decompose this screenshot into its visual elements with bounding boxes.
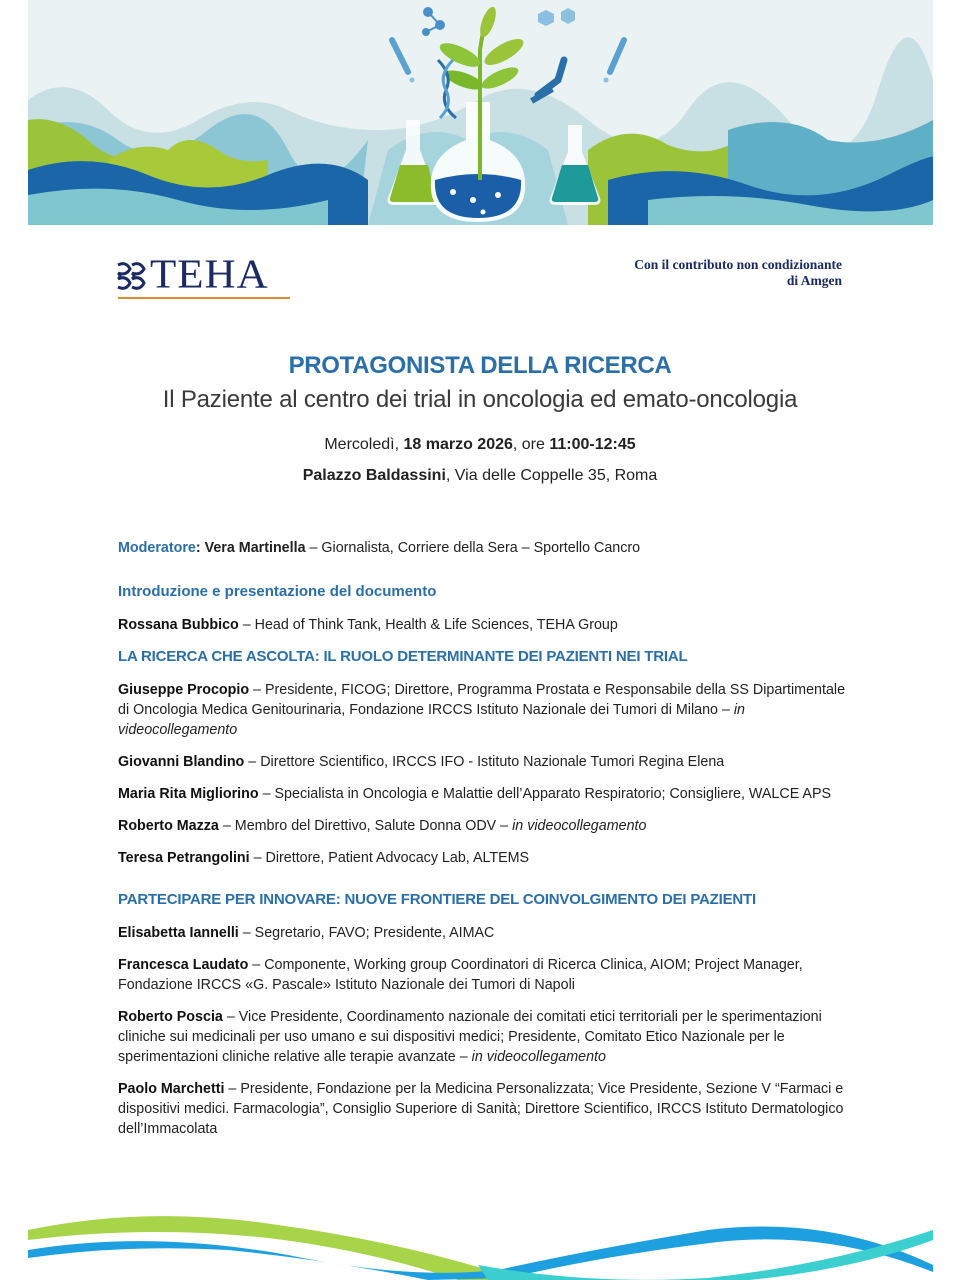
- speaker-name: Roberto Poscia: [118, 1009, 223, 1025]
- speaker-role: – Presidente, Fondazione per la Medicina Personalizzata; Vice Presidente, Sezione V “Farmaci e dispositivi medici. Farmacologia”, Consiglio Superiore di Sanità; Direttore Scientifico, IRCCS Istituto Dermatologico dell’Immacolata: [118, 1081, 844, 1137]
- speaker-item: [118, 955, 848, 995]
- speaker-name: Roberto Mazza: [118, 818, 219, 834]
- speaker-item: [118, 923, 848, 943]
- teha-logo-text: TEHA: [150, 252, 269, 297]
- speaker-name: Teresa Petrangolini: [118, 850, 250, 866]
- moderator-line: [118, 538, 848, 558]
- sponsor-line-2: di Amgen: [786, 273, 842, 288]
- venue-address: , Via delle Coppelle 35, Roma: [445, 467, 658, 484]
- moderator-name: Vera Martinella: [200, 540, 306, 556]
- moderator-colon: :: [195, 540, 201, 556]
- speaker-name: Giovanni Blandino: [118, 754, 245, 770]
- speaker-name: Elisabetta Iannelli: [118, 925, 239, 941]
- speaker-item: [118, 680, 848, 740]
- speaker-item: [118, 1007, 848, 1067]
- speaker-role: – Membro del Direttivo, Salute Donna ODV –: [218, 818, 513, 834]
- speaker-role: – Direttore, Patient Advocacy Lab, ALTEMS: [249, 850, 530, 866]
- teha-logo-mark-icon: [116, 261, 150, 291]
- speaker-item: [118, 752, 848, 772]
- speaker-item: [118, 816, 848, 836]
- speaker-remote-note: in videocollegamento: [471, 1049, 606, 1065]
- speaker-role: – Vice Presidente, Coordinamento nazionale dei comitati etici territoriali per le sperimentazioni cliniche sui medicinali per uso umano e sui dispositivi medici; Presidente, Comitato Etico Nazionale per le sperimentazioni cliniche relative alle terapie avanzate –: [118, 1009, 822, 1065]
- speaker-role: – Presidente, FICOG; Direttore, Programma Prostata e Responsabile della SS Dipartimentale di Oncologia Medica Genitourinaria, Fondazione IRCCS Istituto Nazionale dei Tumori di Milano –: [118, 682, 846, 718]
- section-title-ricerca: LA RICERCA CHE ASCOLTA: IL RUOLO DETERMINANTE DEI PAZIENTI NEI TRIAL: [118, 648, 688, 665]
- time-prefix: , ore: [512, 436, 550, 453]
- speaker-name: Rossana Bubbico: [118, 617, 239, 633]
- event-venue: [0, 467, 960, 485]
- logo-underline: [118, 297, 290, 299]
- date-prefix: Mercoledì,: [324, 436, 404, 453]
- teha-logo: [116, 254, 294, 300]
- header-banner-illustration: [28, 0, 933, 225]
- event-title: PROTAGONISTA DELLA RICERCA: [288, 352, 672, 379]
- speaker-name: Giuseppe Procopio: [118, 682, 250, 698]
- speaker-role: – Specialista in Oncologia e Malattie dell’Apparato Respiratorio; Consigliere, WALCE APS: [258, 786, 832, 802]
- speaker-item: [118, 1079, 848, 1139]
- event-subtitle: Il Paziente al centro dei trial in oncologia ed emato-oncologia: [162, 386, 798, 413]
- speaker-item: [118, 784, 848, 804]
- section-title-intro: Introduzione e presentazione del documento: [118, 583, 437, 600]
- speaker-name: Paolo Marchetti: [118, 1081, 225, 1097]
- footer-wave-decoration: [28, 1210, 933, 1280]
- section-title-partecipare: PARTECIPARE PER INNOVARE: NUOVE FRONTIERE DEL COINVOLGIMENTO DEI PAZIENTI: [118, 891, 756, 908]
- agenda: [118, 538, 848, 1151]
- speaker-name: Maria Rita Migliorino: [118, 786, 259, 802]
- speaker-name: Francesca Laudato: [118, 957, 249, 973]
- sponsor-line-1: Con il contributo non condizionante: [634, 257, 842, 272]
- speaker-role: – Segretario, FAVO; Presidente, AIMAC: [238, 925, 495, 941]
- event-date: 18 marzo 2026: [403, 436, 513, 453]
- event-date-time: [0, 436, 960, 454]
- speaker-remote-note: in videocollegamento: [512, 818, 647, 834]
- sponsor-note: [634, 257, 842, 289]
- speaker-role: – Direttore Scientifico, IRCCS IFO - Istituto Nazionale Tumori Regina Elena: [244, 754, 725, 770]
- speaker-item: [118, 615, 848, 635]
- speaker-item: [118, 848, 848, 868]
- event-time: 11:00-12:45: [549, 436, 636, 453]
- venue-name: Palazzo Baldassini: [302, 467, 446, 484]
- speaker-role: – Head of Think Tank, Health & Life Sciences, TEHA Group: [238, 617, 618, 633]
- moderator-role: – Giornalista, Corriere della Sera – Sportello Cancro: [305, 540, 641, 556]
- moderator-label: Moderatore: [118, 540, 196, 556]
- speaker-remote-note: in videocollegamento: [118, 702, 746, 738]
- speaker-role: – Componente, Working group Coordinatori di Ricerca Clinica, AIOM; Project Manager, Fondazione IRCCS «G. Pascale» Istituto Nazionale dei Tumori di Napoli: [118, 957, 803, 993]
